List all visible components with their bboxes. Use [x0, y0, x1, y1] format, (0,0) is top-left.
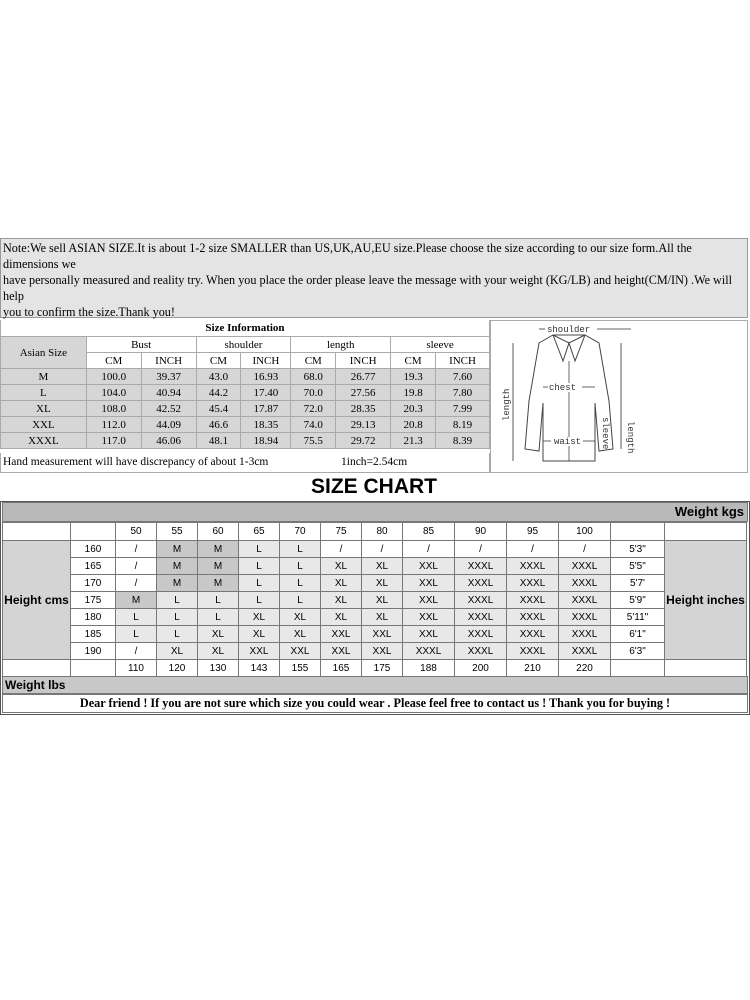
weight-lbs-bar [2, 676, 748, 694]
size-cell: XL [362, 609, 403, 626]
height-cm-cell: 165 [71, 558, 116, 575]
height-cm-cell: 175 [71, 592, 116, 609]
height-inch-cell: 6'1" [611, 626, 665, 643]
height-cm-cell: 160 [71, 541, 116, 558]
size-cell: M [198, 558, 239, 575]
measurement-footer [0, 453, 490, 473]
size-cell: L [198, 592, 239, 609]
weight-lb-cell: 188 [403, 660, 455, 678]
weight-kg-cell: 100 [559, 523, 611, 541]
size-cell: XXL [280, 643, 321, 660]
measurement-cell: 19.3 [391, 369, 436, 385]
blank-cell [71, 660, 116, 678]
size-cell: XL [239, 626, 280, 643]
size-cell: XXXL [507, 643, 559, 660]
group-header-bust: Bust [86, 337, 196, 353]
measurement-cell: 68.0 [291, 369, 336, 385]
unit-header: INCH [241, 353, 291, 369]
size-cell: L [157, 609, 198, 626]
size-info-title: Size Information [1, 320, 490, 337]
measurement-cell: 18.35 [241, 417, 291, 433]
size-cell: / [116, 575, 157, 592]
weight-kg-cell: 85 [403, 523, 455, 541]
size-cell: / [116, 643, 157, 660]
height-inch-cell: 6'3" [611, 643, 665, 660]
measurement-cell: 117.0 [86, 433, 141, 449]
size-cell: XXXL [559, 626, 611, 643]
measurement-cell: 8.39 [436, 433, 490, 449]
label-sleeve: sleeve [600, 417, 610, 450]
size-cell: XXL [362, 643, 403, 660]
measurement-cell: 70.0 [291, 385, 336, 401]
size-chart-row [3, 626, 747, 643]
size-cell: L [116, 609, 157, 626]
shirt-measurement-diagram [490, 320, 748, 473]
size-cell: XXL [362, 626, 403, 643]
size-cell: / [362, 541, 403, 558]
weight-kg-cell: 50 [116, 523, 157, 541]
size-cell: XXL [403, 592, 455, 609]
measurement-cell: 39.37 [141, 369, 196, 385]
size-cell: M [157, 558, 198, 575]
measurement-cell: 29.72 [336, 433, 391, 449]
measurement-cell: 100.0 [86, 369, 141, 385]
weight-lb-cell: 130 [198, 660, 239, 678]
size-cell: M [116, 592, 157, 609]
group-header-sleeve: sleeve [391, 337, 490, 353]
size-cell: XXL [403, 558, 455, 575]
measurement-cell: 72.0 [291, 401, 336, 417]
measurement-cell: 29.13 [336, 417, 391, 433]
measurement-cell: 48.1 [196, 433, 241, 449]
size-cell: XXXL [559, 575, 611, 592]
height-inches-header: Height inches [665, 541, 747, 660]
size-chart-grid [2, 522, 747, 678]
height-cm-cell: 190 [71, 643, 116, 660]
size-cell: XL [362, 575, 403, 592]
measurement-cell: 21.3 [391, 433, 436, 449]
size-information-table [0, 320, 490, 449]
asian-size-header: Asian Size [1, 337, 87, 369]
weight-kg-cell: 60 [198, 523, 239, 541]
size-cell: XXXL [455, 626, 507, 643]
measurement-cell: 104.0 [86, 385, 141, 401]
measurement-cell: 16.93 [241, 369, 291, 385]
measurement-cell: 75.5 [291, 433, 336, 449]
measurement-cell: 20.8 [391, 417, 436, 433]
size-cell: XL [362, 558, 403, 575]
measurement-cell: 112.0 [86, 417, 141, 433]
measurement-cell: 7.60 [436, 369, 490, 385]
unit-header: INCH [436, 353, 490, 369]
height-cm-cell: 180 [71, 609, 116, 626]
size-cell: L [280, 541, 321, 558]
size-label: M [1, 369, 87, 385]
size-info-row [1, 433, 490, 449]
measurement-cell: 17.40 [241, 385, 291, 401]
size-cell: XXXL [455, 609, 507, 626]
measurement-cell: 20.3 [391, 401, 436, 417]
size-cell: XXXL [559, 592, 611, 609]
blank-cell [665, 660, 747, 678]
measurement-cell: 45.4 [196, 401, 241, 417]
measurement-cell: 8.19 [436, 417, 490, 433]
size-cell: XXXL [507, 558, 559, 575]
unit-header: CM [291, 353, 336, 369]
size-cell: L [157, 592, 198, 609]
weight-lb-cell: 143 [239, 660, 280, 678]
size-cell: L [280, 558, 321, 575]
weight-lbs-label: Weight lbs [5, 678, 66, 692]
inch-conversion: 1inch=2.54cm [341, 456, 408, 468]
weight-kg-cell: 65 [239, 523, 280, 541]
size-cell: L [239, 558, 280, 575]
height-inch-cell: 5'3" [611, 541, 665, 558]
size-chart-row [3, 609, 747, 626]
height-inch-cell: 5'5" [611, 558, 665, 575]
size-cell: XL [280, 609, 321, 626]
size-info-row [1, 385, 490, 401]
weight-kgs-bar [2, 502, 748, 522]
unit-header: CM [86, 353, 141, 369]
group-header-shoulder: shoulder [196, 337, 291, 353]
size-cell: / [116, 541, 157, 558]
weight-lb-cell: 200 [455, 660, 507, 678]
size-cell: XXXL [455, 575, 507, 592]
height-cm-cell: 185 [71, 626, 116, 643]
size-info-row [1, 417, 490, 433]
size-cell: / [116, 558, 157, 575]
size-cell: XXXL [507, 626, 559, 643]
size-cell: XXL [321, 643, 362, 660]
size-cell: XXXL [455, 592, 507, 609]
blank-cell [611, 523, 665, 541]
weight-lb-cell: 220 [559, 660, 611, 678]
measurement-cell: 46.6 [196, 417, 241, 433]
measurement-cell: 42.52 [141, 401, 196, 417]
label-waist: waist [554, 437, 582, 447]
size-cell: XL [198, 643, 239, 660]
size-label: XXL [1, 417, 87, 433]
size-cell: XXL [403, 626, 455, 643]
size-cell: L [239, 541, 280, 558]
size-cell: XXXL [507, 575, 559, 592]
weight-kg-cell: 70 [280, 523, 321, 541]
size-cell: L [157, 626, 198, 643]
weight-kgs-label: Weight kgs [674, 504, 744, 519]
measurement-cell: 40.94 [141, 385, 196, 401]
weight-lb-cell: 155 [280, 660, 321, 678]
measurement-cell: 18.94 [241, 433, 291, 449]
size-cell: L [239, 575, 280, 592]
height-inch-cell: 5'11" [611, 609, 665, 626]
size-note [0, 238, 748, 318]
note-line-1: Note:We sell ASIAN SIZE.It is about 1-2 size SMALLER than US,UK,AU,EU size.Please choose the size according to our size form.All the dimensions we [3, 241, 692, 271]
measurement-cell: 43.0 [196, 369, 241, 385]
size-cell: / [559, 541, 611, 558]
unit-header: CM [196, 353, 241, 369]
weight-kg-cell: 80 [362, 523, 403, 541]
discrepancy-note: Hand measurement will have discrepancy of about 1-3cm [3, 456, 269, 468]
contact-message: Dear friend ! If you are not sure which size you could wear . Please feel free to contact us ! Thank you for buying ! [2, 694, 748, 713]
size-cell: XXXL [403, 643, 455, 660]
weight-kg-cell: 75 [321, 523, 362, 541]
size-label: XL [1, 401, 87, 417]
size-cell: / [455, 541, 507, 558]
size-cell: L [280, 592, 321, 609]
measurement-cell: 19.8 [391, 385, 436, 401]
blank-cell [3, 523, 71, 541]
weight-kg-cell: 95 [507, 523, 559, 541]
size-cell: XL [157, 643, 198, 660]
size-cell: L [280, 575, 321, 592]
size-cell: XL [321, 592, 362, 609]
unit-header: CM [391, 353, 436, 369]
size-info-row [1, 369, 490, 385]
size-cell: XXL [239, 643, 280, 660]
size-cell: XXL [403, 609, 455, 626]
size-cell: XL [239, 609, 280, 626]
size-cell: XL [280, 626, 321, 643]
size-chart-row [3, 643, 747, 660]
size-label: L [1, 385, 87, 401]
note-line-3: you to confirm the size.Thank you! [3, 305, 175, 319]
label-length: length [502, 388, 512, 421]
note-line-2: have personally measured and reality try. When you place the order please leave the message with your weight (KG/LB) and height(CM/IN) .We will help [3, 273, 733, 303]
size-cell: L [239, 592, 280, 609]
height-inch-cell: 5'7' [611, 575, 665, 592]
height-inch-cell: 5'9" [611, 592, 665, 609]
size-cell: L [116, 626, 157, 643]
label-sleeve-length: length [625, 421, 635, 454]
weight-lb-cell: 120 [157, 660, 198, 678]
size-cell: L [198, 609, 239, 626]
size-cell: XXXL [559, 643, 611, 660]
measurement-cell: 7.80 [436, 385, 490, 401]
size-cell: XXXL [455, 643, 507, 660]
weight-lb-cell: 165 [321, 660, 362, 678]
blank-cell [665, 523, 747, 541]
group-header-length: length [291, 337, 391, 353]
size-cell: XL [321, 575, 362, 592]
measurement-cell: 28.35 [336, 401, 391, 417]
weight-lb-cell: 210 [507, 660, 559, 678]
measurement-cell: 44.09 [141, 417, 196, 433]
height-cm-cell: 170 [71, 575, 116, 592]
unit-header: INCH [141, 353, 196, 369]
size-cell: XXXL [507, 609, 559, 626]
size-chart-row [3, 592, 747, 609]
size-cell: M [198, 541, 239, 558]
size-cell: M [157, 541, 198, 558]
unit-header: INCH [336, 353, 391, 369]
size-cell: XXXL [455, 558, 507, 575]
size-cell: XXL [403, 575, 455, 592]
size-label: XXXL [1, 433, 87, 449]
size-cell: XXXL [559, 558, 611, 575]
weight-lb-cell: 175 [362, 660, 403, 678]
size-cell: XL [321, 609, 362, 626]
size-cell: M [198, 575, 239, 592]
size-cell: / [403, 541, 455, 558]
size-cell: M [157, 575, 198, 592]
measurement-cell: 44.2 [196, 385, 241, 401]
size-cell: XL [321, 558, 362, 575]
size-cell: XXXL [559, 609, 611, 626]
measurement-cell: 46.06 [141, 433, 196, 449]
size-cell: XL [362, 592, 403, 609]
size-cell: / [507, 541, 559, 558]
measurement-cell: 26.77 [336, 369, 391, 385]
blank-cell [71, 523, 116, 541]
size-info-row [1, 401, 490, 417]
measurement-cell: 7.99 [436, 401, 490, 417]
measurement-cell: 17.87 [241, 401, 291, 417]
size-cell: XXL [321, 626, 362, 643]
size-cell: / [321, 541, 362, 558]
height-cms-header: Height cms [3, 541, 71, 660]
measurement-cell: 74.0 [291, 417, 336, 433]
weight-kg-cell: 55 [157, 523, 198, 541]
weight-kg-cell: 90 [455, 523, 507, 541]
blank-cell [3, 660, 71, 678]
size-chart-row [3, 558, 747, 575]
blank-cell [611, 660, 665, 678]
measurement-cell: 108.0 [86, 401, 141, 417]
label-chest: chest [549, 383, 577, 393]
size-chart-row [3, 575, 747, 592]
size-cell: XXXL [507, 592, 559, 609]
shirt-outline-icon [491, 321, 747, 472]
label-shoulder: shoulder [547, 325, 591, 335]
measurement-cell: 27.56 [336, 385, 391, 401]
weight-lb-cell: 110 [116, 660, 157, 678]
size-chart-title: SIZE CHART [311, 475, 437, 498]
size-chart-row [3, 541, 747, 558]
size-cell: XL [198, 626, 239, 643]
